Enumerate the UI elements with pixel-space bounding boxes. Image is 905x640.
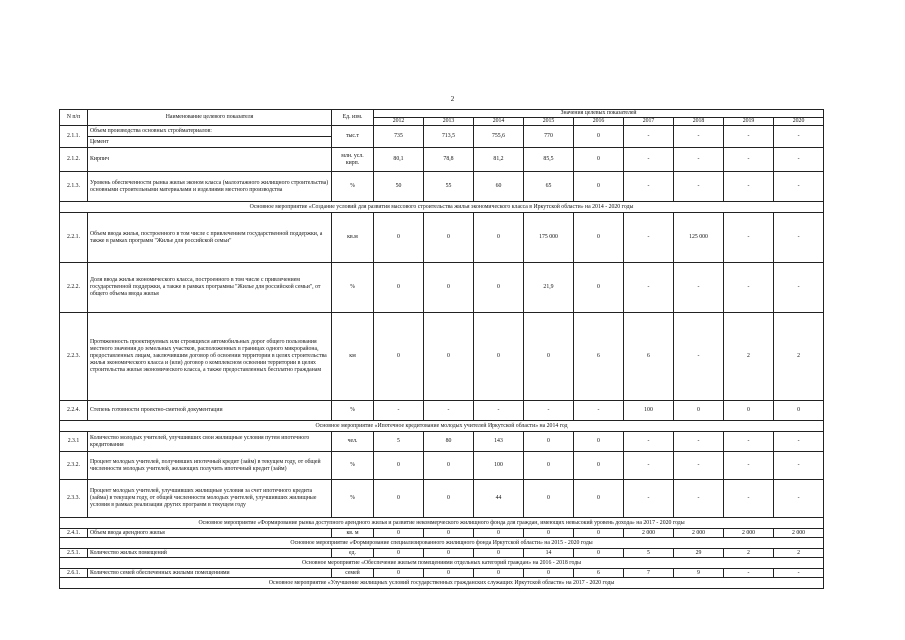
row-value: 80,1	[374, 148, 424, 172]
section-title: Основное мероприятие «Улучшение жилищных условий государственных гражданских служащих Иркутской области» на 2017 - 2020 годы	[60, 578, 824, 589]
row-value: 65	[524, 172, 574, 202]
row-number: 2.3.3.	[60, 480, 88, 518]
row-value: 0	[574, 172, 624, 202]
row-value: 143	[474, 432, 524, 452]
row-value: 0	[424, 480, 474, 518]
row-value: 0	[424, 452, 474, 480]
row-value: -	[624, 126, 674, 148]
row-number: 2.2.4.	[60, 401, 88, 421]
header-year: 2017	[624, 118, 674, 126]
row-name: Уровень обеспеченности рынка жилья эконом класса (малоэтажного жилищного строительства) основными строительными материалами и изделиями местного производства	[88, 172, 332, 202]
row-value: 6	[574, 313, 624, 401]
row-value: -	[674, 126, 724, 148]
row-unit: км	[332, 313, 374, 401]
row-value: 5	[624, 549, 674, 558]
section-row	[60, 518, 824, 529]
row-number: 2.3.1	[60, 432, 88, 452]
section-title: Основное мероприятие «Ипотечное кредитование молодых учителей Иркутской области» на 2014 год	[60, 421, 824, 432]
row-value: 0	[474, 549, 524, 558]
table-body	[60, 126, 824, 589]
row-value: -	[674, 172, 724, 202]
row-value: -	[624, 148, 674, 172]
section-title: Основное мероприятие «Создание условий для развития массового строительства жилья экономического класса в Иркутской области» на 2014 - 2020 годы	[60, 202, 824, 213]
row-unit: %	[332, 401, 374, 421]
row-value: 7	[624, 569, 674, 578]
row-value: 100	[624, 401, 674, 421]
row-value: -	[774, 148, 824, 172]
table-row	[60, 148, 824, 172]
row-value: 0	[574, 529, 624, 538]
header-year: 2013	[424, 118, 474, 126]
row-value: 0	[474, 529, 524, 538]
row-value: -	[724, 213, 774, 263]
row-value: 0	[474, 263, 524, 313]
row-value: -	[374, 401, 424, 421]
header-unit: Ед. изм.	[332, 110, 374, 126]
section-title: Основное мероприятие «Формирование рынка доступного арендного жилья и развитие некоммерческого жилищного фонда для граждан, имеющих невысокий уровень дохода» на 2017 - 2020 годы	[60, 518, 824, 529]
row-unit: %	[332, 480, 374, 518]
section-row	[60, 421, 824, 432]
row-value: 0	[574, 213, 624, 263]
row-name: Протяженность проектируемых или строящихся автомобильных дорог общего пользования местного значения до земельных участков, расположенных в границах одного микрорайона, предоставленных лицам, заключившим договор об освоении территории в целях строительства жилья экономического класса и (или) договор о комплексном освоении территории в целях строительства жилья экономического класса, а также предоставленных бесплатно гражданам	[88, 313, 332, 401]
row-value: 0	[374, 452, 424, 480]
row-value: 0	[524, 569, 574, 578]
row-value: -	[724, 569, 774, 578]
row-unit: семей	[332, 569, 374, 578]
row-value: 0	[674, 401, 724, 421]
row-value: 0	[374, 549, 424, 558]
table-row	[60, 213, 824, 263]
row-value: -	[774, 172, 824, 202]
row-value: -	[674, 313, 724, 401]
row-value: -	[624, 432, 674, 452]
header-year: 2018	[674, 118, 724, 126]
header-year: 2016	[574, 118, 624, 126]
row-value: 0	[724, 401, 774, 421]
row-value: -	[624, 480, 674, 518]
row-value: 2	[724, 313, 774, 401]
row-unit: кв.м	[332, 213, 374, 263]
row-value: -	[624, 172, 674, 202]
row-value: 0	[474, 569, 524, 578]
row-value: -	[674, 432, 724, 452]
row-number: 2.2.1.	[60, 213, 88, 263]
section-row	[60, 202, 824, 213]
row-value: -	[774, 213, 824, 263]
row-value: 6	[574, 569, 624, 578]
row-value: -	[774, 569, 824, 578]
row-value: -	[724, 452, 774, 480]
row-name: Объем ввода арендного жилья	[88, 529, 332, 538]
row-value: 770	[524, 126, 574, 148]
row-value: 81,2	[474, 148, 524, 172]
header-year: 2014	[474, 118, 524, 126]
row-value: 713,5	[424, 126, 474, 148]
row-name: Объем ввода жилья, построенного в том числе с привлечением государственной поддержки, а также в рамках программ "Жилье для российской семьи"	[88, 213, 332, 263]
row-value: 0	[474, 213, 524, 263]
row-value: -	[574, 401, 624, 421]
table-row	[60, 549, 824, 558]
row-value: -	[674, 480, 724, 518]
row-name: Цемент	[88, 137, 332, 148]
row-group-title: Объем производства основных стройматериалов:	[88, 126, 332, 137]
row-value: 55	[424, 172, 474, 202]
row-value: -	[674, 148, 724, 172]
row-name: Процент молодых учителей, получивших ипотечный кредит (займ) в текущем году, от общей численности молодых учителей, желающих получить ипотечный кредит (займ)	[88, 452, 332, 480]
row-value: 0	[424, 549, 474, 558]
row-value: 0	[424, 569, 474, 578]
row-value: 0	[574, 148, 624, 172]
table-row	[60, 126, 824, 137]
header-num: N п/п	[60, 110, 88, 126]
section-row	[60, 578, 824, 589]
table-row	[60, 313, 824, 401]
row-number: 2.1.1.	[60, 126, 88, 148]
row-value: 0	[374, 569, 424, 578]
row-value: -	[724, 480, 774, 518]
row-number: 2.1.2.	[60, 148, 88, 172]
row-value: 44	[474, 480, 524, 518]
row-value: 6	[624, 313, 674, 401]
row-value: 175 000	[524, 213, 574, 263]
row-value: -	[474, 401, 524, 421]
row-value: 14	[524, 549, 574, 558]
table-header	[60, 110, 824, 126]
table-row	[60, 529, 824, 538]
row-unit: %	[332, 172, 374, 202]
row-value: 9	[674, 569, 724, 578]
row-unit: кв. м	[332, 529, 374, 538]
row-value: -	[724, 148, 774, 172]
row-name: Доля ввода жилья экономического класса, построенного в том числе с привлечением государственной поддержки, а также в рамках программы "Жилье для российской семьи", от общего объема ввода жилья	[88, 263, 332, 313]
row-value: 0	[424, 529, 474, 538]
row-name: Количество молодых учителей, улучшивших свои жилищные условия путем ипотечного кредитования	[88, 432, 332, 452]
section-title: Основное мероприятие «Обеспечение жильем помещениями отдельных категорий граждан» на 2016 - 2018 годы	[60, 558, 824, 569]
row-number: 2.2.3.	[60, 313, 88, 401]
row-unit: ед.	[332, 549, 374, 558]
header-year: 2015	[524, 118, 574, 126]
row-value: -	[674, 263, 724, 313]
table-row	[60, 172, 824, 202]
header-year: 2020	[774, 118, 824, 126]
row-value: 60	[474, 172, 524, 202]
row-unit: чел.	[332, 432, 374, 452]
section-row	[60, 558, 824, 569]
row-number: 2.5.1.	[60, 549, 88, 558]
row-value: 0	[374, 213, 424, 263]
row-number: 2.4.1.	[60, 529, 88, 538]
row-value: 0	[574, 549, 624, 558]
row-value: 0	[474, 313, 524, 401]
row-unit: %	[332, 452, 374, 480]
target-indicators-table	[59, 109, 824, 589]
row-value: 2 000	[624, 529, 674, 538]
row-value: 125 000	[674, 213, 724, 263]
row-value: 2 000	[724, 529, 774, 538]
row-number: 2.3.2.	[60, 452, 88, 480]
row-value: 85,5	[524, 148, 574, 172]
row-value: -	[624, 263, 674, 313]
row-value: -	[724, 172, 774, 202]
header-year: 2012	[374, 118, 424, 126]
row-value: -	[524, 401, 574, 421]
row-unit: тыс.т	[332, 126, 374, 148]
row-value: 0	[574, 452, 624, 480]
table-row	[60, 432, 824, 452]
row-value: 100	[474, 452, 524, 480]
row-value: 735	[374, 126, 424, 148]
row-value: -	[774, 263, 824, 313]
header-year: 2019	[724, 118, 774, 126]
row-value: 0	[524, 529, 574, 538]
row-value: 0	[424, 263, 474, 313]
row-value: 0	[424, 313, 474, 401]
table-row	[60, 263, 824, 313]
row-value: -	[774, 432, 824, 452]
row-value: 0	[574, 480, 624, 518]
row-value: 2	[774, 549, 824, 558]
row-value: 0	[374, 263, 424, 313]
row-value: 2	[774, 313, 824, 401]
row-number: 2.2.2.	[60, 263, 88, 313]
row-value: -	[724, 263, 774, 313]
row-value: 0	[424, 213, 474, 263]
row-value: 5	[374, 432, 424, 452]
row-value: 0	[524, 432, 574, 452]
row-value: -	[724, 126, 774, 148]
row-value: 2 000	[774, 529, 824, 538]
section-title: Основное мероприятие «Формирование специализированного жилищного фонда Иркутской области» на 2015 - 2020 годы	[60, 538, 824, 549]
row-value: 2	[724, 549, 774, 558]
row-value: -	[624, 452, 674, 480]
row-value: 0	[374, 529, 424, 538]
row-name: Количество семей обеспеченных жилыми помещениями	[88, 569, 332, 578]
row-unit: %	[332, 263, 374, 313]
row-name: Кирпич	[88, 148, 332, 172]
row-name: Количество жилых помещений	[88, 549, 332, 558]
row-value: 21,9	[524, 263, 574, 313]
row-value: 0	[524, 452, 574, 480]
header-name: Наименование целевого показателя	[88, 110, 332, 126]
section-row	[60, 538, 824, 549]
row-value: 78,8	[424, 148, 474, 172]
row-value: 0	[374, 313, 424, 401]
header-values-title: Значения целевых показателей	[374, 110, 824, 118]
row-value: 0	[524, 313, 574, 401]
row-value: 0	[574, 126, 624, 148]
row-unit: млн. усл. кирп.	[332, 148, 374, 172]
row-name: Процент молодых учителей, улучшивших жилищные условия за счет ипотечного кредита (займа) в текущем году, от общей численности молодых учителей, улучшивших жилищные условия в рамках реализации других программ в текущем году	[88, 480, 332, 518]
row-value: 29	[674, 549, 724, 558]
table-row	[60, 401, 824, 421]
page-number: 2	[450, 95, 455, 103]
table-row	[60, 480, 824, 518]
row-value: -	[624, 213, 674, 263]
row-value: 755,6	[474, 126, 524, 148]
row-value: -	[774, 480, 824, 518]
table-row	[60, 569, 824, 578]
row-value: -	[724, 432, 774, 452]
row-number: 2.1.3.	[60, 172, 88, 202]
row-value: 2 000	[674, 529, 724, 538]
row-value: 0	[774, 401, 824, 421]
row-value: 0	[524, 480, 574, 518]
row-name: Степень готовности проектно-сметной документации	[88, 401, 332, 421]
row-value: -	[424, 401, 474, 421]
row-value: -	[774, 126, 824, 148]
row-value: 0	[374, 480, 424, 518]
table-row	[60, 452, 824, 480]
row-value: -	[674, 452, 724, 480]
row-number: 2.6.1.	[60, 569, 88, 578]
row-value: 0	[574, 432, 624, 452]
row-value: 50	[374, 172, 424, 202]
row-value: 0	[574, 263, 624, 313]
row-value: 80	[424, 432, 474, 452]
row-value: -	[774, 452, 824, 480]
